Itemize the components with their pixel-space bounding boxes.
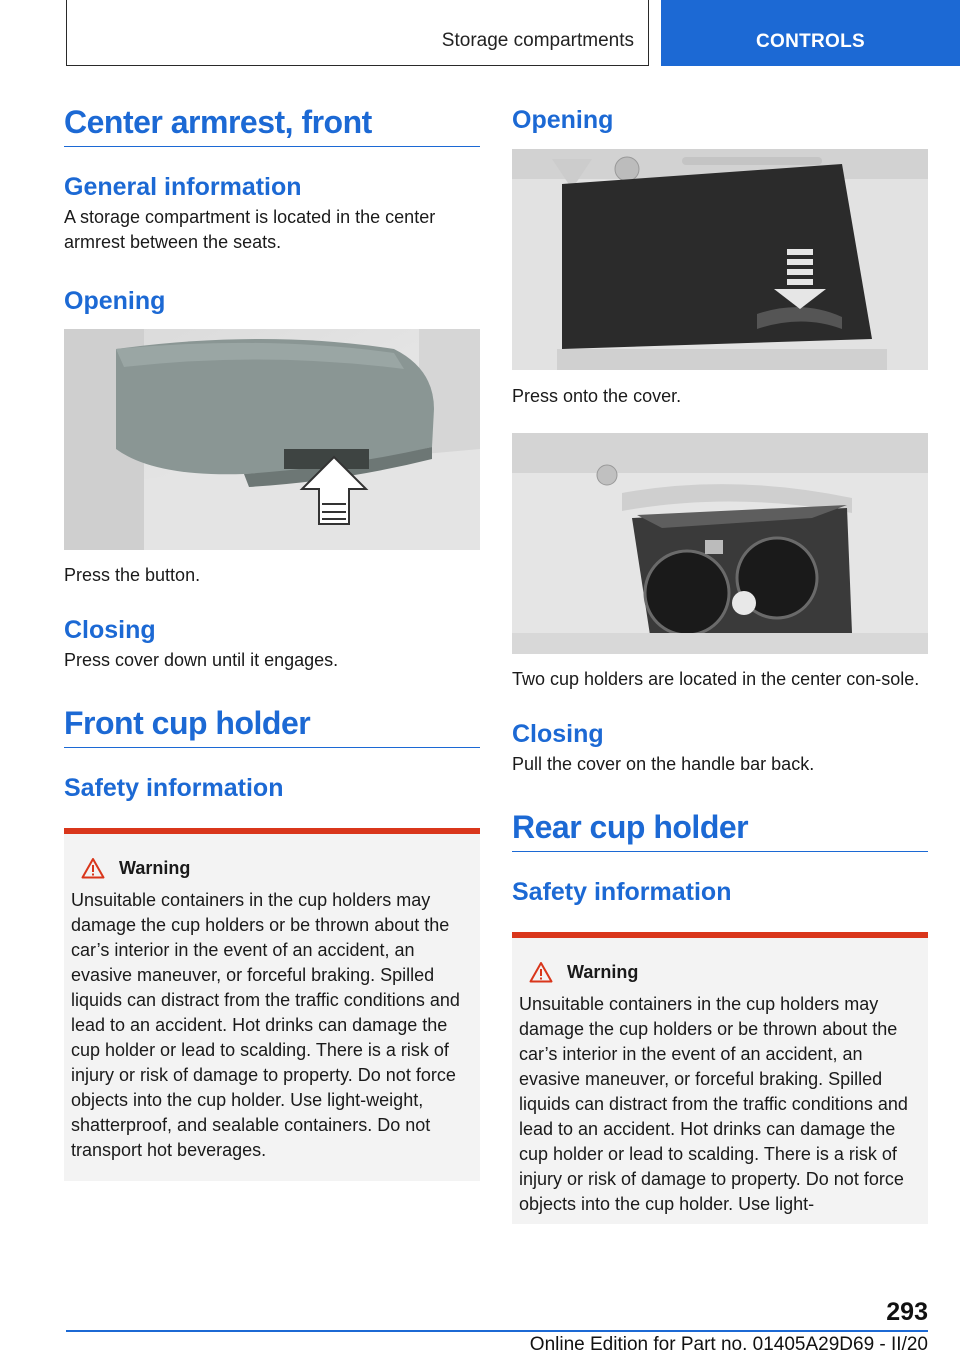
- cup-opening-caption1: Press onto the cover.: [512, 386, 682, 406]
- cup-closing-heading: Closing: [512, 720, 604, 748]
- armrest-image: [64, 329, 480, 550]
- cup-opening-heading: Opening: [512, 106, 614, 134]
- rear-safety-heading: Safety information: [512, 878, 732, 906]
- left-column: [64, 100, 480, 1181]
- general-info-heading: General information: [64, 173, 302, 201]
- armrest-closing-heading: Closing: [64, 616, 156, 644]
- front-warning-header: [81, 856, 473, 880]
- cup-holders-image: [512, 433, 928, 654]
- armrest-closing-text: Press cover down until it engages.: [64, 650, 339, 670]
- rear-warning-header: [529, 960, 921, 984]
- footer-edition-text: Online Edition for Part no. 01405A29D69 - II/20: [529, 1334, 928, 1355]
- front-warning-title: Warning: [119, 857, 191, 878]
- warning-triangle-icon: [529, 961, 553, 983]
- general-info-text: A storage compartment is located in the center armrest between the seats.: [64, 207, 436, 252]
- cup-closing-text: Pull the cover on the handle bar back.: [512, 754, 815, 774]
- header-chapter-tab[interactable]: [661, 0, 960, 66]
- page-number: 293: [886, 1298, 928, 1326]
- cup-opening-caption2: Two cup holders are located in the center con‐sole.: [512, 669, 920, 689]
- armrest-title: Center armrest, front: [64, 100, 480, 147]
- rear-warning-box: [512, 932, 928, 1224]
- header-section-box: [66, 0, 649, 66]
- front-cup-holder-title: Front cup holder: [64, 701, 480, 748]
- rear-warning-text: Unsuitable containers in the cup holders may damage the cup holders or be thrown about the car’s interior in the event of an accident, an evasive maneuver, or forceful braking. Spilled liquids can distract from the traffic conditions and lead to an accident. Hot drinks can damage the cup holder or lead to scalding. There is a risk of injury or risk of damage to property. Do not force objects into the cup holder. Use light‐: [519, 994, 908, 1214]
- rear-cup-holder-title: Rear cup holder: [512, 805, 928, 852]
- front-safety-heading: Safety information: [64, 774, 284, 802]
- cup-cover-image: [512, 149, 928, 370]
- front-warning-text: Unsuitable containers in the cup holders may damage the cup holders or be thrown about the car’s interior in the event of an accident, an evasive maneuver, or forceful braking. Spilled liquids can distract from the traffic conditions and lead to an accident. Hot drinks can damage the cup holder or lead to scalding. There is a risk of injury or risk of damage to property. Do not force objects into the cup holder. Use light‐weight, shatterproof, and sealable containers. Do not transport hot beverages.: [71, 890, 460, 1160]
- armrest-opening-caption: Press the button.: [64, 565, 201, 585]
- right-column: [512, 100, 928, 1224]
- header-section-title: Storage compartments: [441, 30, 634, 51]
- armrest-opening-heading: Opening: [64, 287, 166, 315]
- warning-triangle-icon: [81, 857, 105, 879]
- front-warning-box: [64, 828, 480, 1181]
- footer-divider: [66, 1330, 928, 1332]
- header-chapter-label: CONTROLS: [755, 31, 865, 52]
- rear-warning-title: Warning: [567, 961, 639, 982]
